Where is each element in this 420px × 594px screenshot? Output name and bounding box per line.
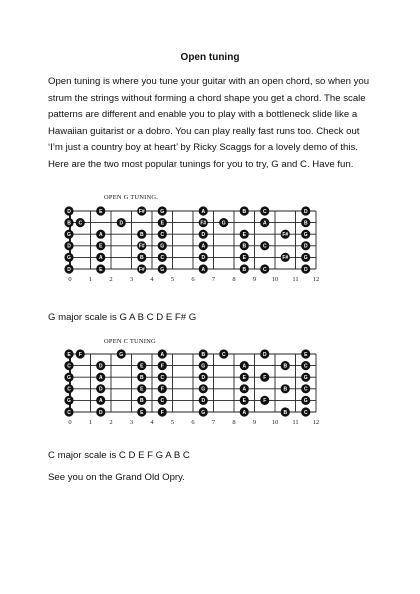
fret-note (301, 253, 310, 262)
note-label: E (242, 375, 246, 381)
note-label: G (119, 351, 124, 358)
note-label: A (201, 266, 206, 273)
note-label: C (303, 409, 308, 416)
fret-note (137, 396, 146, 405)
fret-note (260, 206, 269, 215)
fret-number: 9 (252, 276, 257, 283)
fret-note (96, 264, 105, 273)
fret-note (240, 396, 249, 405)
fret-note (96, 396, 105, 405)
fretboard-caption-open-c: OPEN C TUNING (104, 338, 156, 345)
c-scale-text: C major scale is C D E F G A B C (48, 450, 190, 461)
fret-number: 12 (312, 276, 320, 283)
fret-number: 5 (170, 276, 175, 283)
fret-note (260, 373, 269, 382)
fret-number: 6 (191, 419, 195, 426)
fret-note (96, 407, 105, 416)
fret-note (158, 241, 167, 250)
note-label: F (160, 409, 164, 416)
note-label: C (262, 208, 267, 215)
fret-note (158, 253, 167, 262)
fret-number: 0 (68, 419, 72, 426)
intro-paragraph: Open tuning is where you tune your guitar with an open chord, so when you strum the strings without forming a chord shape you get a chord. The scale patterns are different and enable you to play with a bottleneck slide like a Hawaiian guitarist or a dobro. You can play really fast runs too. Check out ‘I’m just a country boy at heart’ by Ricky Scaggs for a lovely demo of this. Here are the two most popular tunings for you to try, G and C. Have fun. (48, 76, 370, 170)
fret-number: 5 (170, 419, 175, 426)
fret-note (301, 206, 310, 215)
note-label: D (201, 255, 206, 262)
note-label: B (242, 208, 247, 215)
fret-note (137, 253, 146, 262)
note-label: A (98, 232, 103, 238)
note-label: D (67, 208, 71, 215)
fret-note (281, 407, 290, 416)
note-label: F (160, 363, 164, 370)
open-string-note (64, 407, 73, 416)
note-label: F# (138, 208, 145, 215)
note-label: B (242, 243, 247, 250)
note-label: A (201, 243, 206, 250)
note-label: B (303, 220, 308, 227)
fret-number: 8 (232, 276, 236, 283)
fret-note (96, 206, 105, 215)
fret-note (199, 241, 208, 250)
fret-note (240, 253, 249, 262)
note-label: G (67, 255, 71, 262)
open-string-note (64, 373, 73, 382)
fret-note (301, 230, 310, 239)
fret-number: 11 (292, 419, 299, 426)
note-label: D (303, 208, 308, 215)
note-label: E (304, 351, 308, 358)
fret-note (96, 253, 105, 262)
fret-note (281, 384, 290, 393)
g-scale-text: G major scale is G A B C D E F# G (48, 312, 197, 323)
fret-note (158, 206, 167, 215)
note-label: A (242, 409, 247, 416)
note-label: A (98, 398, 103, 405)
fret-number: 3 (129, 419, 134, 426)
note-label: E (242, 398, 246, 405)
fret-number: 4 (150, 419, 154, 426)
fret-note (240, 241, 249, 250)
note-label: B (139, 255, 144, 262)
page-title: Open tuning (180, 52, 240, 63)
fret-number: 10 (271, 276, 279, 283)
note-label: B (283, 386, 288, 393)
note-label: D (119, 220, 124, 227)
note-label: B (242, 266, 247, 273)
fret-note (240, 407, 249, 416)
fret-note (199, 206, 208, 215)
note-label: G (303, 232, 308, 238)
note-label: D (201, 375, 206, 381)
fret-note (158, 407, 167, 416)
note-label: B (283, 363, 288, 370)
open-string-note (64, 349, 73, 358)
fret-note (199, 218, 208, 227)
note-label: G (201, 409, 206, 416)
fret-note (219, 218, 228, 227)
fret-note (199, 384, 208, 393)
note-label: D (201, 232, 206, 238)
fret-note (158, 218, 167, 227)
note-label: C (67, 363, 71, 370)
note-label: G (303, 375, 308, 381)
fret-note (117, 349, 126, 358)
fret-number: 2 (109, 419, 113, 426)
fret-note (137, 264, 146, 273)
fret-note (301, 407, 310, 416)
note-label: C (303, 386, 308, 393)
fretboard-caption-open-g: OPEN G TUNING. (104, 194, 159, 201)
note-label: F# (282, 232, 289, 238)
fret-note (199, 230, 208, 239)
note-label: A (262, 220, 267, 227)
fret-note (137, 206, 146, 215)
note-label: F (160, 386, 164, 393)
note-label: C (78, 220, 83, 227)
note-label: E (99, 266, 103, 273)
fret-note (158, 264, 167, 273)
fret-note (96, 384, 105, 393)
fret-note (260, 396, 269, 405)
fret-number: 1 (88, 276, 93, 283)
note-label: G (303, 255, 308, 262)
fret-note (240, 384, 249, 393)
note-label: C (67, 409, 71, 416)
fret-note (96, 361, 105, 370)
fret-note (260, 241, 269, 250)
fret-note (137, 361, 146, 370)
note-label: C (303, 363, 308, 370)
fret-note (301, 396, 310, 405)
fret-note (76, 349, 85, 358)
fretboard-grid (70, 351, 316, 412)
note-label: G (67, 232, 71, 238)
fret-number: 7 (211, 276, 216, 283)
fretboard-grid (70, 208, 316, 269)
note-label: F (263, 398, 267, 405)
note-label: G (201, 386, 206, 393)
note-label: G (67, 375, 71, 381)
fret-number: 0 (68, 276, 72, 283)
fret-note (240, 264, 249, 273)
note-label: C (160, 398, 165, 405)
fret-note (137, 241, 146, 250)
note-label: E (140, 409, 144, 416)
fret-note (301, 241, 310, 250)
fret-note (137, 407, 146, 416)
note-label: F# (138, 243, 145, 250)
note-label: A (98, 255, 103, 262)
fret-note (260, 349, 269, 358)
fret-note (117, 218, 126, 227)
note-label: G (201, 363, 206, 370)
note-label: C (67, 386, 71, 393)
fret-note (301, 349, 310, 358)
note-label: B (283, 409, 288, 416)
fret-number: 6 (191, 276, 195, 283)
open-string-note (64, 384, 73, 393)
fret-note (76, 218, 85, 227)
note-label: C (221, 351, 226, 358)
note-label: G (160, 266, 165, 273)
fret-note (158, 361, 167, 370)
note-label: C (262, 243, 267, 250)
note-label: B (139, 398, 144, 405)
open-string-note (64, 206, 73, 215)
note-label: A (160, 351, 165, 358)
note-label: E (67, 351, 71, 358)
note-label: F (263, 375, 267, 381)
note-label: G (160, 243, 165, 250)
fret-number: 9 (252, 419, 257, 426)
fret-note (158, 373, 167, 382)
note-label: G (160, 208, 165, 215)
note-label: D (201, 398, 206, 405)
fret-note (240, 206, 249, 215)
fret-note (240, 230, 249, 239)
note-label: A (201, 208, 206, 215)
note-label: D (67, 266, 71, 273)
note-label: E (140, 386, 144, 393)
note-label: G (67, 398, 71, 405)
open-string-note (64, 218, 73, 227)
fret-number: 10 (271, 419, 279, 426)
note-label: C (160, 255, 165, 262)
note-label: D (262, 351, 267, 358)
fret-note (281, 361, 290, 370)
fret-note (260, 218, 269, 227)
fret-note (240, 373, 249, 382)
fret-note (281, 253, 290, 262)
note-label: B (139, 375, 144, 381)
note-label: F# (282, 255, 289, 262)
fret-note (301, 361, 310, 370)
note-label: D (67, 243, 71, 250)
fret-note (137, 373, 146, 382)
note-label: E (242, 255, 246, 262)
fret-note (199, 407, 208, 416)
fret-note (158, 349, 167, 358)
note-label: A (242, 386, 247, 393)
note-label: D (98, 409, 103, 416)
open-string-note (64, 264, 73, 273)
fret-number: 8 (232, 419, 236, 426)
note-label: F (78, 351, 82, 358)
fret-number: 7 (211, 419, 216, 426)
fretboard-open-c (58, 348, 348, 434)
note-label: E (140, 363, 144, 370)
fret-note (199, 253, 208, 262)
fret-note (158, 230, 167, 239)
note-label: B (139, 232, 144, 238)
fret-note (301, 264, 310, 273)
fret-number: 12 (312, 419, 320, 426)
note-label: C (160, 375, 165, 381)
fret-note (96, 373, 105, 382)
note-label: E (99, 208, 103, 215)
fret-number: 4 (150, 276, 154, 283)
note-label: D (98, 363, 103, 370)
open-string-note (64, 241, 73, 250)
note-label: D (303, 266, 308, 273)
note-label: F# (138, 266, 145, 273)
fret-note (301, 384, 310, 393)
note-label: B (201, 351, 206, 358)
fret-note (137, 230, 146, 239)
note-label: D (303, 243, 308, 250)
fret-note (240, 361, 249, 370)
note-label: E (99, 243, 103, 250)
note-label: G (221, 220, 226, 227)
note-label: D (98, 386, 103, 393)
fretboard-open-g (58, 205, 348, 291)
closing-line: See you on the Grand Old Opry. (48, 472, 185, 483)
note-label: C (262, 266, 267, 273)
fret-note (281, 230, 290, 239)
fret-note (158, 384, 167, 393)
note-label: G (303, 398, 308, 405)
fret-note (301, 218, 310, 227)
note-label: E (160, 220, 164, 227)
fret-note (158, 396, 167, 405)
fret-note (199, 349, 208, 358)
fret-number: 2 (109, 276, 113, 283)
open-string-note (64, 396, 73, 405)
fret-note (219, 349, 228, 358)
open-string-note (64, 230, 73, 239)
note-label: B (67, 220, 71, 227)
fret-note (96, 241, 105, 250)
fret-note (301, 373, 310, 382)
fret-number: 3 (129, 276, 134, 283)
fret-number: 1 (88, 419, 93, 426)
fret-note (199, 373, 208, 382)
fret-number: 11 (292, 276, 299, 283)
open-string-note (64, 361, 73, 370)
note-label: C (160, 232, 165, 238)
note-label: F# (200, 220, 207, 227)
fret-note (199, 264, 208, 273)
note-label: A (242, 363, 247, 370)
fret-note (137, 384, 146, 393)
note-label: A (98, 375, 103, 381)
fret-note (199, 361, 208, 370)
open-string-note (64, 253, 73, 262)
fret-note (96, 230, 105, 239)
fret-note (260, 264, 269, 273)
note-label: E (242, 232, 246, 238)
fret-note (199, 396, 208, 405)
